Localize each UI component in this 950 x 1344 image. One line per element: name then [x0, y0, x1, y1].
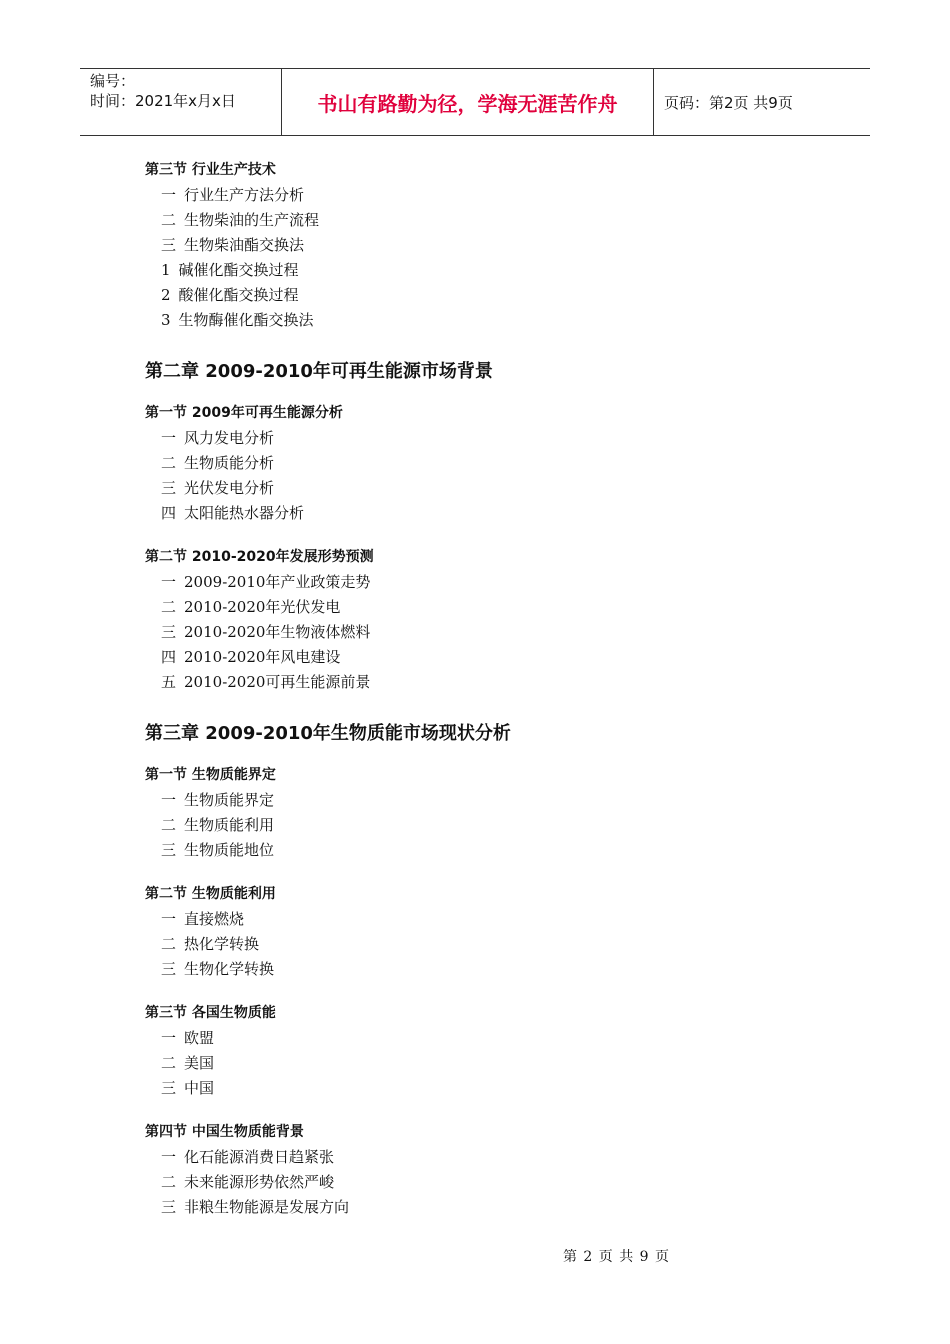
- page-footer: [0, 1246, 950, 1266]
- list-item: 三 2010-2020年生物液体燃料: [161, 623, 371, 641]
- list-item: 三 生物柴油酯交换法: [161, 236, 305, 254]
- list-item: 一 风力发电分析: [161, 429, 275, 447]
- list-item: 一 化石能源消费日趋紧张: [161, 1148, 335, 1166]
- list-item: 二 生物柴油的生产流程: [161, 211, 320, 229]
- header-left-cell: [80, 69, 282, 135]
- list-item: 2 酸催化酯交换过程: [161, 286, 299, 304]
- footer-page-number: 第 2 页 共 9 页: [562, 1249, 671, 1265]
- list-item: 一 生物质能界定: [161, 791, 275, 809]
- list-item: 二 热化学转换: [161, 935, 260, 953]
- section-title: 第三节 行业生产技术: [145, 162, 276, 178]
- list-item: 五 2010-2020可再生能源前景: [161, 673, 371, 691]
- list-item: 四 2010-2020年风电建设: [161, 648, 341, 666]
- document-body: [145, 158, 845, 1220]
- list-item: 二 未来能源形势依然严峻: [161, 1173, 335, 1191]
- number-label: 编号：: [90, 72, 136, 90]
- list-item: 三 生物质能地位: [161, 841, 275, 859]
- section-title: 第三节 各国生物质能: [145, 1005, 276, 1021]
- list-item: 二 生物质能利用: [161, 816, 275, 834]
- section-title: 第四节 中国生物质能背景: [145, 1124, 304, 1140]
- list-item: 四 太阳能热水器分析: [161, 504, 305, 522]
- list-item: 一 直接燃烧: [161, 910, 245, 928]
- list-item: 三 非粮生物能源是发展方向: [161, 1198, 350, 1216]
- list-item: 一 欧盟: [161, 1029, 215, 1047]
- list-item: 三 光伏发电分析: [161, 479, 275, 497]
- list-item: 二 美国: [161, 1054, 215, 1072]
- section-title: 第二节 生物质能利用: [145, 886, 276, 902]
- list-item: 三 生物化学转换: [161, 960, 275, 978]
- section-title: 第二节 2010-2020年发展形势预测: [145, 549, 374, 565]
- chapter-title: 第三章 2009-2010年生物质能市场现状分析: [145, 723, 511, 744]
- page-header: [80, 68, 870, 136]
- list-item: 三 中国: [161, 1079, 215, 1097]
- list-item: 一 2009-2010年产业政策走势: [161, 573, 371, 591]
- section-title: 第一节 2009年可再生能源分析: [145, 405, 343, 421]
- list-item: 一 行业生产方法分析: [161, 186, 305, 204]
- time-label: 时间：2021年x月x日: [90, 92, 236, 110]
- chapter-title: 第二章 2009-2010年可再生能源市场背景: [145, 361, 493, 382]
- header-page-label: 页码：第2页 共9页: [664, 93, 793, 112]
- header-motto: 书山有路勤为径，学海无涯苦作舟: [282, 69, 654, 135]
- list-item: 3 生物酶催化酯交换法: [161, 311, 314, 329]
- section-title: 第一节 生物质能界定: [145, 767, 276, 783]
- list-item: 二 生物质能分析: [161, 454, 275, 472]
- list-item: 1 碱催化酯交换过程: [161, 261, 299, 279]
- list-item: 二 2010-2020年光伏发电: [161, 598, 341, 616]
